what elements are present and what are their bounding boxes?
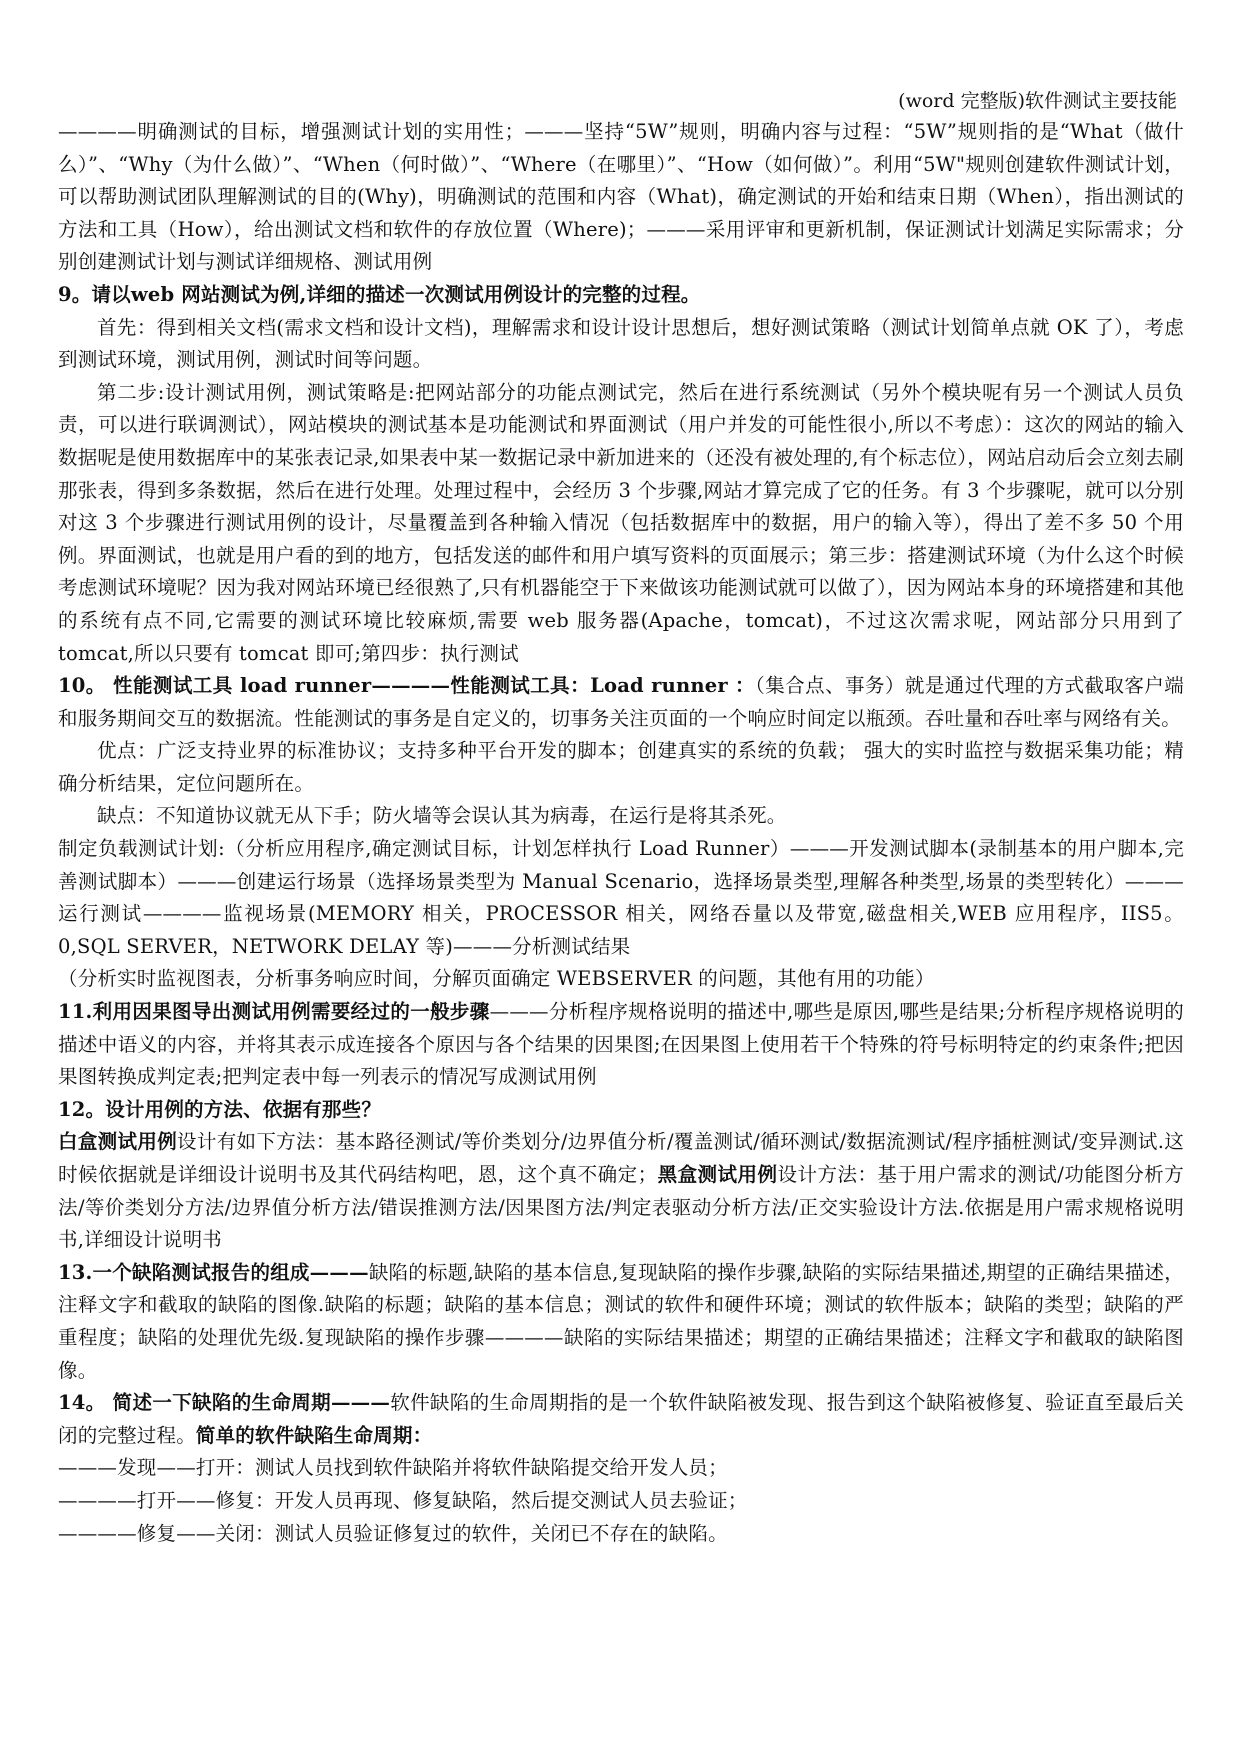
q10-analysis: （分析实时监视图表，分析事务响应时间，分解页面确定 WEBSERVER 的问题，其他有用的功能） (58, 967, 935, 991)
q14-heading: 14。 简述一下缺陷的生命周期——— (58, 1391, 391, 1415)
q9-paragraph-1: 首先：得到相关文档(需求文档和设计文档)，理解需求和设计设计思想后，想好测试策略（测试计划简单点就 OK 了），考虑到测试环境，测试用例，测试时间等问题。 (58, 315, 1184, 372)
q11-heading: 11.利用因果图导出测试用例需要经过的一般步骤 (58, 1000, 490, 1024)
q11-body: ———分析程序规格说明的描述中,哪些是原因,哪些是结果;分析程序规格说明的描述中语义的内容，并将其表示成连接各个原因与各个结果的因果图;在因果图上使用若干个特殊的符号标明特定的约束条件;把因果图转换成判定表;把判定表中每一列表示的情况写成测试用例 (58, 1000, 1184, 1089)
q13-body: 缺陷的标题,缺陷的基本信息,复现缺陷的操作步骤,缺陷的实际结果描述,期望的正确结果描述，注释文字和截取的缺陷的图像.缺陷的标题；缺陷的基本信息；测试的软件和硬件环境；测试的软件版本；缺陷的类型；缺陷的严重程度；缺陷的处理优先级.复现缺陷的操作步骤————缺陷的实际结果描述；期望的正确结果描述；注释文字和截取的缺陷图像。 (58, 1260, 1184, 1382)
intro-paragraph: ————明确测试的目标，增强测试计划的实用性；———坚持“5W”规则，明确内容与过程：“5W”规则指的是“What（做什么）”、“Why（为什么做）”、“When（何时做）”、“Where（在哪里）”、“How（如何做）”。利用“5W"规则创建软件测试计划，可以帮助测试团队理解测试的目的(Why)，明确测试的范围和内容（What)，确定测试的开始和结束日期（When），指出测试的方法和工具（How），给出测试文档和软件的存放位置（Where)；———采用评审和更新机制，保证测试计划满足实际需求；分别创建测试计划与测试详细规格、测试用例 (58, 120, 1184, 274)
q12-white-text: 设计有如下方法：基本路径测试/等价类划分/边界值分析/覆盖测试/循环测试/数据流测试/程序插桩测试/变异测试.这时候依据就是详细设计说明书及其代码结构吧，恩，这个真不确定； (58, 1130, 1184, 1186)
q12-heading: 12。设计用例的方法、依据有那些？ (58, 1097, 382, 1121)
q10-cons: 缺点：不知道协议就无从下手；防火墙等会误认其为病毒，在运行是将其杀死。 (97, 804, 787, 828)
q14-lifecycle-line-1: ———发现——打开：测试人员找到软件缺陷并将软件缺陷提交给开发人员； (58, 1456, 728, 1480)
q10-pros: 优点：广泛支持业界的标准协议；支持多种平台开发的脚本；创建真实的系统的负载； 强大的实时监控与数据采集功能；精确分析结果，定位问题所在。 (58, 739, 1184, 795)
q12-white-label: 白盒测试用例 (58, 1130, 178, 1154)
q9-heading: 9。请以web 网站测试为例,详细的描述一次测试用例设计的完整的过程。 (58, 282, 701, 306)
q10-plan: 制定负载测试计划:（分析应用程序,确定测试目标，计划怎样执行 Load Runner）———开发测试脚本(录制基本的用户脚本,完善测试脚本）———创建运行场景（选择场景类型为 Manual Scenario，选择场景类型,理解各种类型,场景的类型转化）———运行测试————监视场景(MEMORY 相关，PROCESSOR 相关，网络吞量以及带宽,磁盘相关,WEB 应用程序，IIS5。0,SQL SERVER，NETWORK DELAY 等)———分析测试结果 (58, 837, 1184, 958)
q10-paragraph (58, 670, 1184, 735)
q12-black-label: 黑盒测试用例 (657, 1163, 778, 1186)
q14-lifecycle-line-3: ————修复——关闭：测试人员验证修复过的软件，关闭已不存在的缺陷。 (58, 1521, 728, 1545)
q13-heading: 13.一个缺陷测试报告的组成——— (58, 1260, 369, 1284)
q11-paragraph (58, 996, 1184, 1094)
q12-paragraph (58, 1126, 1184, 1256)
q12-black-text: 设计方法：基于用户需求的测试/功能图分析方法/等价类划分方法/边界值分析方法/错误推测方法/因果图方法/判定表驱动分析方法/正交实验设计方法.依据是用户需求规格说明书,详细设计说明书 (58, 1163, 1184, 1252)
q14-paragraph (58, 1387, 1184, 1452)
q10-heading: 10。 性能测试工具 load runner————性能测试工具：Load runner ： (58, 674, 756, 698)
page-header: (word 完整版)软件测试主要技能 (898, 90, 1177, 112)
q10-intro-text: （集合点、事务）就是通过代理的方式截取客户端和服务期间交互的数据流。性能测试的事务是自定义的，切事务关注页面的一个响应时间定以瓶颈。吞吐量和吞吐率与网络有关。 (58, 674, 1184, 730)
q9-paragraph-2: 第二步:设计测试用例，测试策略是:把网站部分的功能点测试完，然后在进行系统测试（另外个模块呢有另一个测试人员负责，可以进行联调测试），网站模块的测试基本是功能测试和界面测试（用户并发的可能性很小,所以不考虑）：这次的网站的输入数据呢是使用数据库中的某张表记录,如果表中某一数据记录中新加进来的（还没有被处理的,有个标志位），网站启动后会立刻去刷那张表，得到多条数据，然后在进行处理。处理过程中，会经历 3 个步骤,网站才算完成了它的任务。有 3 个步骤呢，就可以分别对这 3 个步骤进行测试用例的设计，尽量覆盖到各种输入情况（包括数据库中的数据，用户的输入等），得出了差不多 50 个用例。界面测试，也就是用户看的到的地方，包括发送的邮件和用户填写资料的页面展示；第三步：搭建测试环境（为什么这个时候考虑测试环境呢？因为我对网站环境已经很熟了,只有机器能空于下来做该功能测试就可以做了），因为网站本身的环境搭建和其他的系统有点不同,它需要的测试环境比较麻烦,需要 web 服务器(Apache，tomcat)，不过这次需求呢，网站部分只用到了 tomcat,所以只要有 tomcat 即可;第四步：执行测试 (58, 380, 1184, 665)
q13-paragraph (58, 1257, 1184, 1387)
q14-lifecycle-line-2: ————打开——修复：开发人员再现、修复缺陷，然后提交测试人员去验证； (58, 1488, 748, 1512)
q14-body: 软件缺陷的生命周期指的是一个软件缺陷被发现、报告到这个缺陷被修复、验证直至最后关闭的完整过程。 (58, 1391, 1184, 1447)
document-body (58, 116, 1184, 1550)
q14-body-bold: 简单的软件缺陷生命周期： (195, 1423, 433, 1447)
